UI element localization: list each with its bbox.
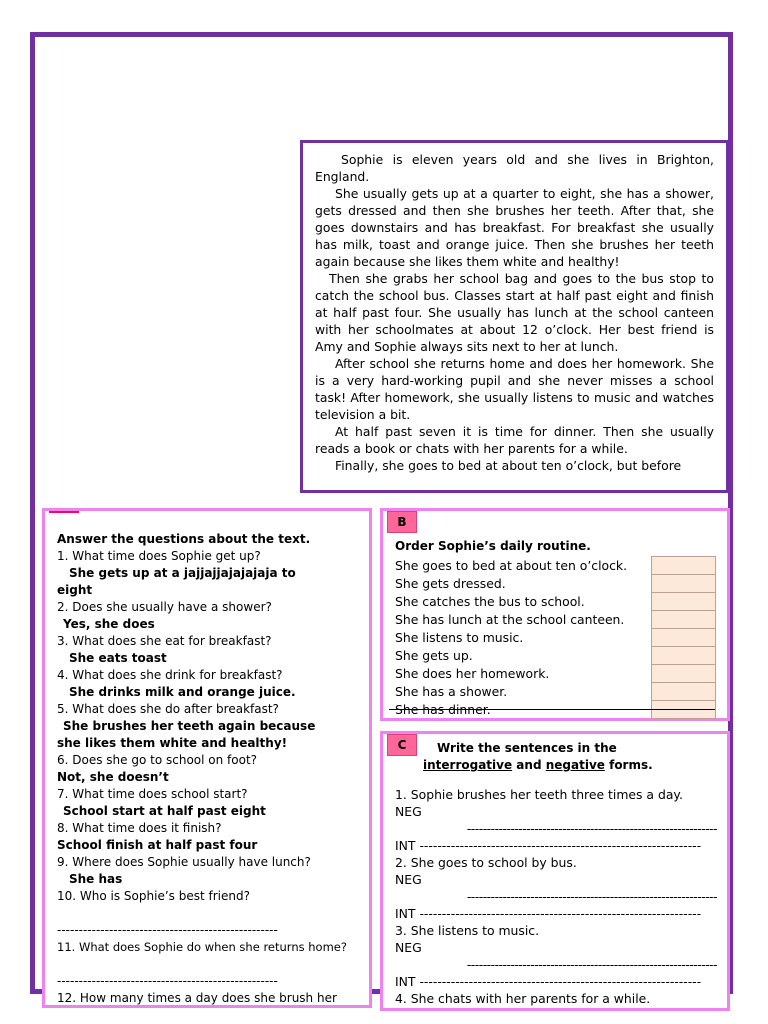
- routine-item: She has dinner.: [395, 702, 491, 717]
- section-b-badge: B: [387, 511, 417, 533]
- question-line: ---------------------------------------------------: [57, 923, 278, 937]
- question-line: 8. What time does it finish?: [57, 821, 222, 835]
- answer-line: eight: [57, 583, 93, 597]
- story-paragraph: She usually gets up at a quarter to eight, she has a shower, gets dressed and then she brushes her teeth. After that, she goes downstairs and has breakfast. For breakfast she usually has milk, toast and orange juice. Then she brushes her teeth again because she likes them white and healthy!: [315, 186, 714, 269]
- answer-line: School finish at half past four: [57, 838, 258, 852]
- answer-line: She has: [69, 872, 123, 886]
- routine-table: [389, 556, 716, 719]
- section-a-questions: [42, 508, 372, 1008]
- answer-line[interactable]: ---------------------------------------------------------------: [419, 906, 702, 921]
- order-answer-box[interactable]: [652, 629, 716, 647]
- question-line: 1. What time does Sophie get up?: [57, 549, 261, 563]
- answer-line: School start at half past eight: [63, 804, 266, 818]
- question-line: 4. What does she drink for breakfast?: [57, 668, 283, 682]
- section-c-badge: C: [387, 734, 417, 756]
- answer-line: She brushes her teeth again because: [63, 719, 316, 733]
- answer-line: She eats toast: [69, 651, 167, 665]
- order-answer-box[interactable]: [652, 557, 716, 575]
- section-c-title: Write the sentences in the: [437, 741, 617, 755]
- int-answer-row[interactable]: [395, 905, 717, 922]
- question-line: 7. What time does school start?: [57, 787, 248, 801]
- and-word: and: [516, 758, 542, 772]
- section-a-tab: [49, 508, 79, 513]
- sentence-exercises: [395, 786, 717, 1007]
- routine-row: [389, 575, 716, 593]
- routine-row: [389, 683, 716, 701]
- answer-line[interactable]: ---------------------------------------------------------------: [419, 838, 702, 853]
- neg-label: NEG: [395, 872, 422, 887]
- question-line: [57, 956, 359, 973]
- section-c-writing: [380, 731, 730, 1011]
- routine-row: [389, 611, 716, 629]
- sentence-prompt: 3. She listens to music.: [395, 923, 540, 938]
- neg-label: NEG: [395, 804, 422, 819]
- routine-item: She goes to bed at about ten o’clock.: [395, 558, 628, 573]
- answer-line[interactable]: ---------------------------------------------------------------: [466, 957, 717, 972]
- question-line: 6. Does she go to school on foot?: [57, 753, 258, 767]
- int-label: INT: [395, 838, 420, 853]
- question-line: 3. What does she eat for breakfast?: [57, 634, 272, 648]
- story-paragraph: Sophie is eleven years old and she lives in Brighton, England.: [315, 152, 714, 184]
- answer-line[interactable]: ---------------------------------------------------------------: [466, 889, 717, 904]
- story-paragraph: Finally, she goes to bed at about ten o’clock, but before: [335, 458, 682, 473]
- section-b-ordering: [380, 508, 730, 721]
- question-line: 11. What does Sophie do when she returns home?: [57, 940, 347, 954]
- reading-text: [300, 140, 729, 493]
- routine-row: [389, 629, 716, 647]
- int-answer-row[interactable]: [395, 973, 717, 990]
- answer-line[interactable]: ---------------------------------------------------------------: [419, 974, 702, 989]
- negative-word: negative: [545, 758, 605, 772]
- neg-label: NEG: [395, 940, 422, 955]
- int-label: INT: [395, 974, 420, 989]
- int-label: INT: [395, 906, 420, 921]
- order-answer-box[interactable]: [652, 593, 716, 611]
- question-line: ---------------------------------------------------: [57, 974, 278, 988]
- routine-item: She gets up.: [395, 648, 473, 663]
- question-line: 5. What does she do after breakfast?: [57, 702, 279, 716]
- routine-row: [389, 557, 716, 575]
- order-answer-box[interactable]: [652, 665, 716, 683]
- answer-line: she likes them white and healthy!: [57, 736, 288, 750]
- order-answer-box[interactable]: [652, 683, 716, 701]
- sentence-prompt: 4. She chats with her parents for a while.: [395, 991, 651, 1006]
- routine-row: [389, 665, 716, 683]
- answer-line: Not, she doesn’t: [57, 770, 169, 784]
- routine-item: She does her homework.: [395, 666, 550, 681]
- routine-item: She has a shower.: [395, 684, 508, 699]
- question-line: 9. Where does Sophie usually have lunch?: [57, 855, 311, 869]
- section-c-subtitle: [423, 757, 653, 774]
- interrogative-word: interrogative: [423, 758, 513, 772]
- sentence-prompt: 2. She goes to school by bus.: [395, 855, 577, 870]
- story-paragraph: After school she returns home and does her homework. She is a very hard-working pupil and she never misses a school task! After homework, she usually listens to music and watches television a bit.: [315, 356, 714, 422]
- routine-item: She gets dressed.: [395, 576, 506, 591]
- answer-line: Yes, she does: [63, 617, 155, 631]
- int-answer-row[interactable]: [395, 837, 717, 854]
- routine-item: She listens to music.: [395, 630, 524, 645]
- routine-row: [389, 593, 716, 611]
- story-paragraph: Then she grabs her school bag and goes to the bus stop to catch the school bus. Classes start at half past eight and finish at half past four. She usually has lunch at the school canteen with her schoolmates at about 12 o’clock. Her best friend is Amy and Sophie always sits next to her at lunch.: [315, 271, 714, 354]
- order-answer-box[interactable]: [652, 575, 716, 593]
- routine-item: She has lunch at the school canteen.: [395, 612, 625, 627]
- section-b-instruction: Order Sophie’s daily routine.: [395, 539, 591, 553]
- order-answer-box[interactable]: [652, 647, 716, 665]
- section-a-instruction: Answer the questions about the text.: [57, 532, 311, 546]
- forms-word: forms.: [609, 758, 653, 772]
- sentence-prompt: 1. Sophie brushes her teeth three times a day.: [395, 787, 683, 802]
- question-line: [57, 905, 359, 922]
- routine-row: [389, 647, 716, 665]
- question-list: [57, 548, 359, 1007]
- question-line: 2. Does she usually have a shower?: [57, 600, 272, 614]
- order-answer-box[interactable]: [652, 611, 716, 629]
- routine-item: She catches the bus to school.: [395, 594, 585, 609]
- story-paragraph: At half past seven it is time for dinner. Then she usually reads a book or chats with her parents for a while.: [315, 424, 714, 456]
- table-bottom-rule: [389, 709, 715, 710]
- answer-line: She drinks milk and orange juice.: [69, 685, 296, 699]
- answer-line: She gets up at a jajjajjajajajaja to: [69, 566, 296, 580]
- answer-line[interactable]: ---------------------------------------------------------------: [466, 821, 717, 836]
- question-line: 12. How many times a day does she brush her: [57, 991, 337, 1005]
- question-line: 10. Who is Sophie’s best friend?: [57, 889, 250, 903]
